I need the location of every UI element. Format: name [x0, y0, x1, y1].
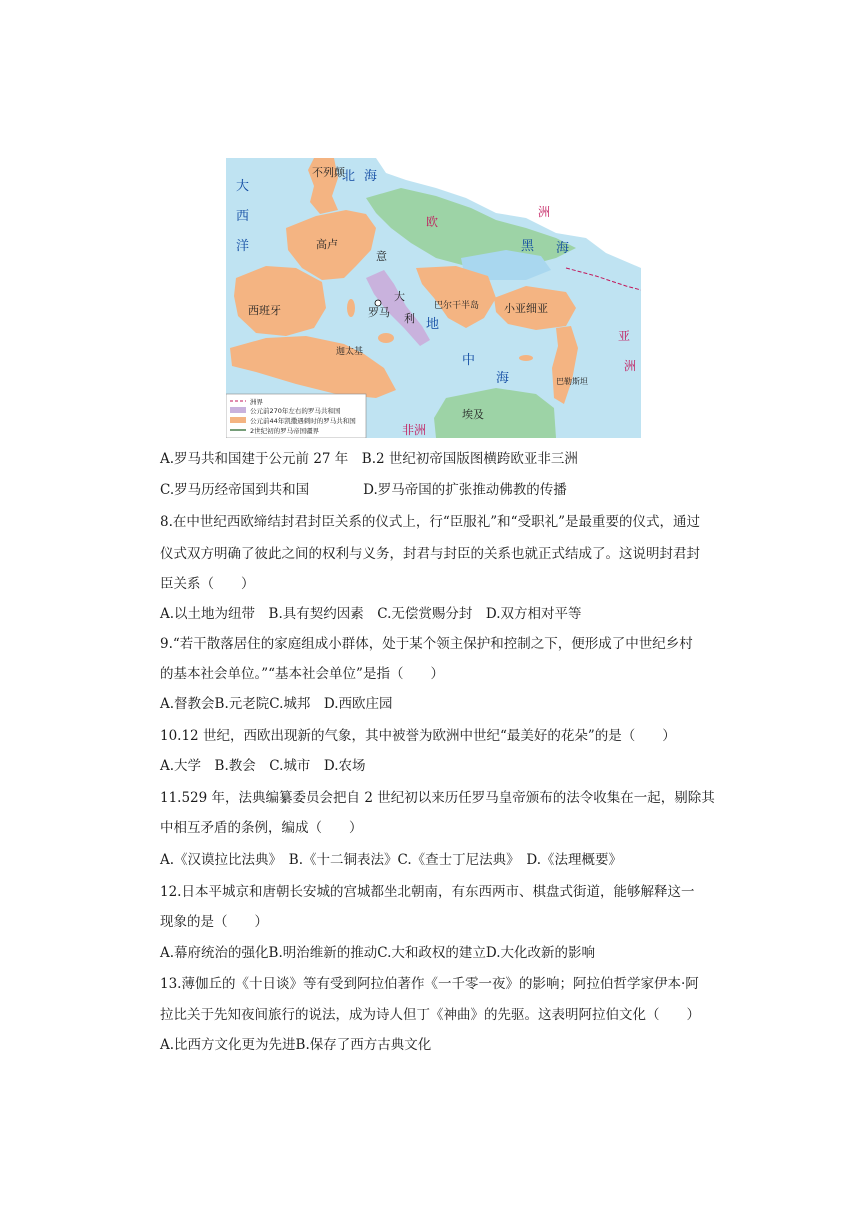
q12-stem-2: 现象的是（ ） [160, 914, 268, 930]
q13-stem-1: 13.薄伽丘的《十日谈》等有受到阿拉伯著作《一千零一夜》的影响；阿拉伯哲学家伊本·阿 [160, 976, 699, 992]
q10-stem: 10.12 世纪，西欧出现新的气象，其中被誉为欧洲中世纪“最美好的花朵”的是（ ） [160, 728, 676, 744]
q11-options: A.《汉谟拉比法典》 B.《十二铜表法》C.《查士丁尼法典》 D.《法理概要》 [160, 852, 623, 868]
label-xi: 西 [236, 209, 250, 224]
q9-stem-2: 的基本社会单位。”“基本社会单位”是指（ ） [160, 666, 444, 682]
roman-empire-map [226, 158, 641, 438]
q12-stem-1: 12.日本平城京和唐朝长安城的宫城都坐北朝南，有东西两市、棋盘式街道，能够解释这一 [160, 884, 695, 900]
label-hai2: 海 [556, 241, 570, 256]
label-balesitan: 巴勒斯坦 [556, 377, 588, 386]
q8-stem-3: 臣关系（ ） [160, 576, 255, 592]
label-baergan: 巴尔干半岛 [434, 301, 480, 311]
label-di: 地 [426, 317, 440, 332]
q13-options: A.比西方文化更为先进B.保存了西方古典文化 [160, 1037, 432, 1053]
label-jiataiji: 迦太基 [336, 347, 364, 357]
q12-options: A.幕府统治的强化B.明治维新的推动C.大和政权的建立D.大化改新的影响 [160, 945, 596, 961]
label-da: 大 [236, 179, 250, 194]
q11-stem-1: 11.529 年，法典编纂委员会把自 2 世纪初以来历任罗马皇帝颁布的法令收集在一起，剔除其 [160, 790, 715, 806]
label-hai: 海 [364, 169, 378, 184]
label-feizhou: 非洲 [402, 423, 427, 437]
legend-4: 2世纪初的罗马帝国疆界 [250, 427, 320, 435]
q9-stem-1: 9.“若干散落居住的家庭组成小群体，处于某个领主保护和控制之下，便形成了中世纪乡村 [160, 636, 693, 652]
sicily [378, 333, 394, 343]
label-gaolu: 高卢 [316, 238, 338, 251]
label-da2: 大 [394, 290, 405, 303]
map-svg [226, 158, 641, 438]
label-bei: 北 [342, 169, 356, 184]
label-xibanya: 西班牙 [248, 304, 281, 317]
q9-options: A.督教会B.元老院C.城邦 D.西欧庄园 [160, 696, 393, 712]
cyprus [519, 355, 533, 361]
label-hei: 黑 [521, 239, 535, 254]
q8-stem-1: 8.在中世纪西欧缔结封君封臣关系的仪式上，行“臣服礼”和“受职礼”是最重要的仪式，通过 [160, 514, 700, 530]
label-bulie: 不列颠 [312, 166, 345, 179]
q8-options: A.以土地为纽带 B.具有契约因素 C.无偿赏赐分封 D.双方相对平等 [160, 606, 582, 622]
label-yi: 意 [376, 250, 387, 263]
label-zhou: 洲 [538, 205, 551, 219]
label-yang: 洋 [236, 239, 250, 254]
label-zhong: 中 [462, 353, 476, 368]
q7-options-ab: A.罗马共和国建于公元前 27 年 B.2 世纪初帝国版图横跨欧亚非三洲 [160, 451, 578, 467]
q8-stem-2: 仪式双方明确了彼此之间的权利与义务，封君与封臣的关系也就正式结成了。这说明封君封 [160, 546, 700, 562]
legend-1: 洲界 [250, 398, 263, 406]
label-luoma: 罗马 [368, 306, 390, 319]
q13-stem-2: 拉比关于先知夜间旅行的说法，成为诗人但丁《神曲》的先驱。这表明阿拉伯文化（ ） [160, 1007, 700, 1023]
label-ya: 亚 [618, 329, 631, 343]
legend-3: 公元前44年凯撒遇刺时的罗马共和国 [250, 417, 356, 425]
q11-stem-2: 中相互矛盾的条例，编成（ ） [160, 820, 363, 836]
map-legend [226, 394, 366, 438]
q7-options-cd: C.罗马历经帝国到共和国 D.罗马帝国的扩张推动佛教的传播 [160, 482, 567, 498]
sardinia [347, 299, 355, 317]
label-zhou2: 洲 [624, 359, 637, 373]
label-hai3: 海 [496, 371, 510, 386]
label-ou: 欧 [426, 215, 439, 229]
label-li: 利 [404, 312, 415, 325]
legend-2: 公元前270年左右的罗马共和国 [250, 407, 341, 415]
q10-options: A.大学 B.教会 C.城市 D.农场 [160, 758, 366, 774]
label-xiaoya: 小亚细亚 [504, 302, 548, 315]
label-aiji: 埃及 [462, 408, 484, 421]
